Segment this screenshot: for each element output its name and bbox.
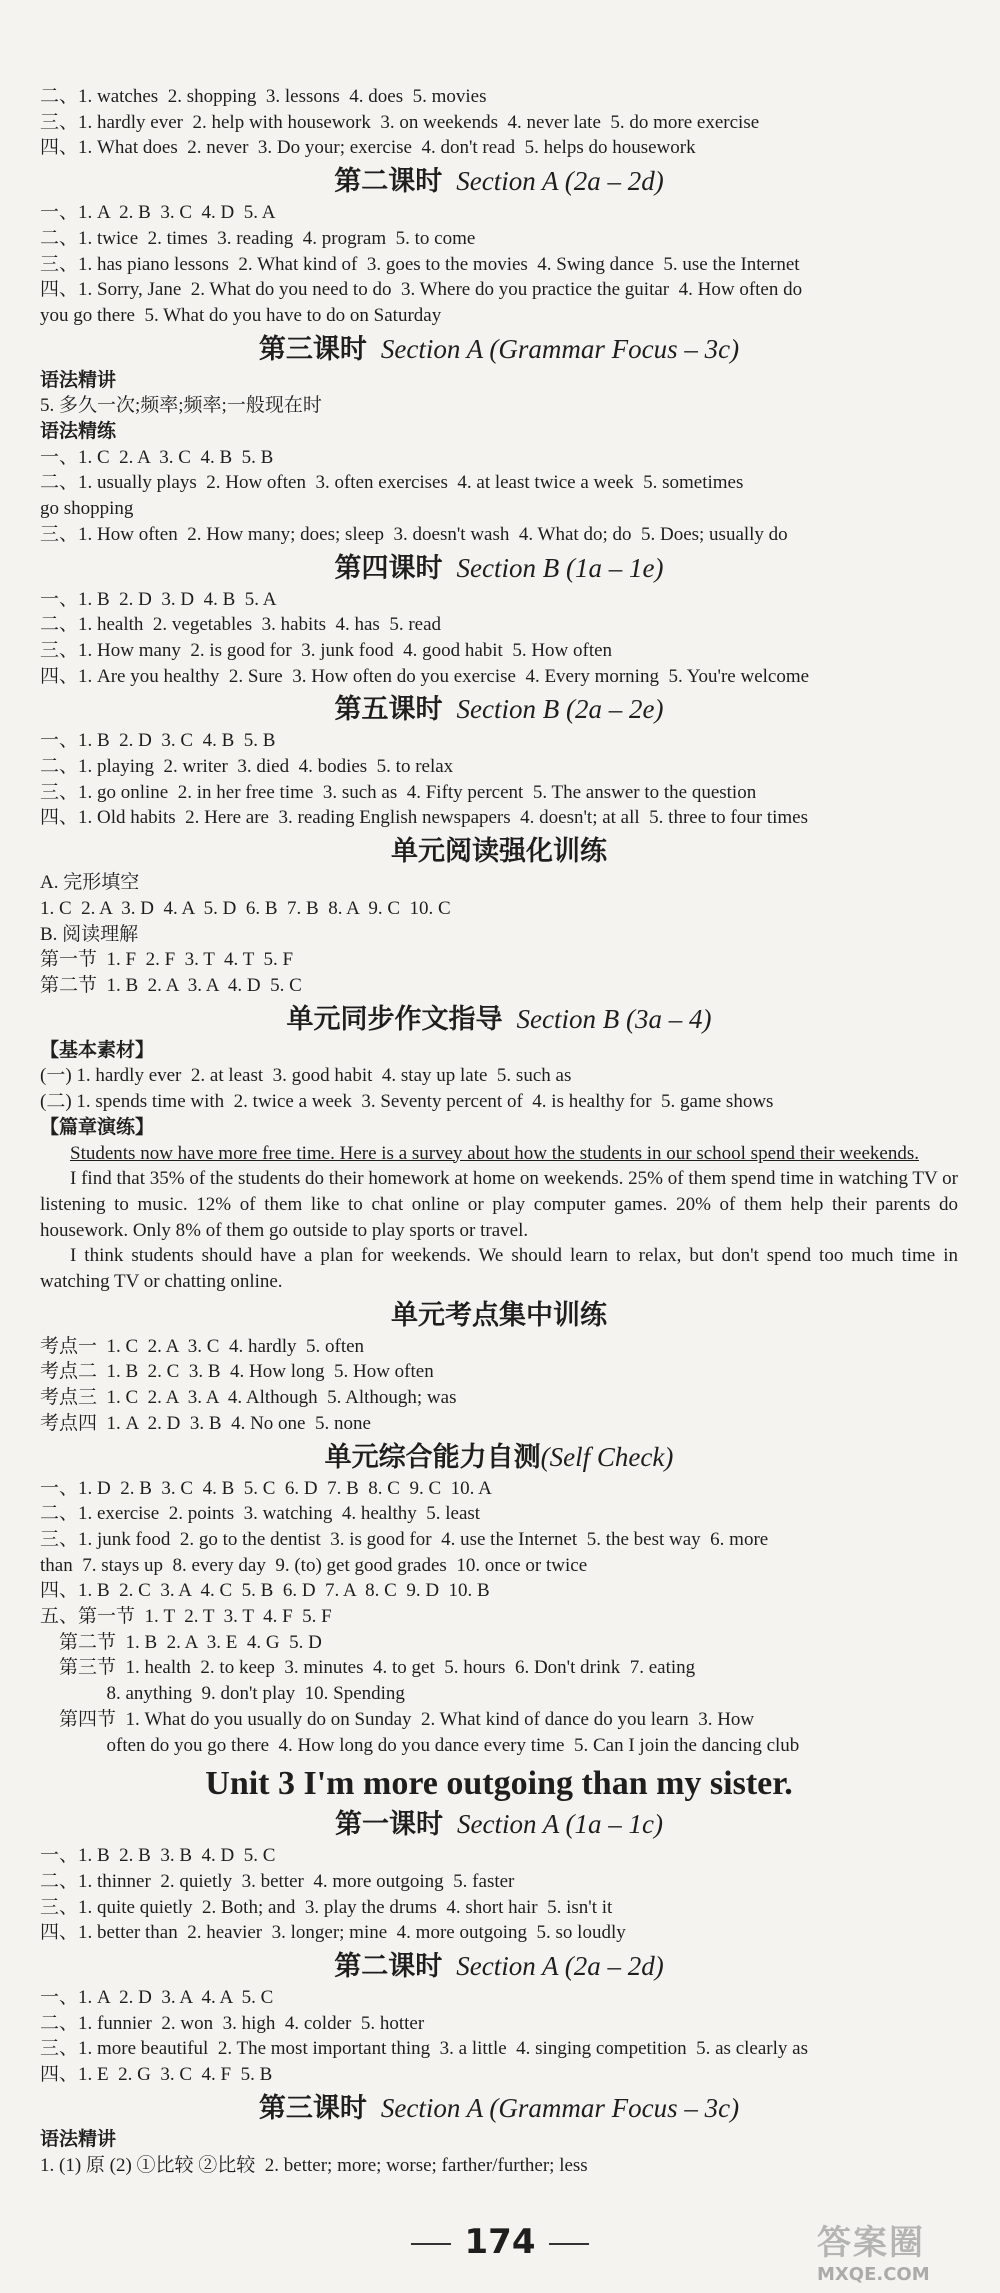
subheading: 语法精讲 — [40, 369, 117, 391]
section-heading-en: Section B (3a – 4) — [516, 1003, 712, 1034]
block-a — [40, 84, 958, 161]
section-heading-cn: 第一课时 — [335, 1809, 444, 1840]
section-heading — [40, 1949, 958, 1983]
answer-line: 三、1. hardly ever 2. help with housework 3. on weekends 4. never late 5. do more exercise — [40, 111, 760, 133]
answer-line: 第二节 1. B 2. A 3. E 4. G 5. D — [40, 1631, 322, 1653]
subheading: B. 阅读理解 — [40, 923, 139, 945]
block-c — [40, 368, 958, 548]
answer-line: 考点三 1. C 2. A 3. A 4. Although 5. Although; was — [40, 1387, 457, 1409]
answer-line: 考点四 1. A 2. D 3. B 4. No one 5. none — [40, 1412, 371, 1434]
answer-line: 二、1. watches 2. shopping 3. lessons 4. does 5. movies — [40, 86, 487, 107]
answer-line: 二、1. health 2. vegetables 3. habits 4. has 5. read — [40, 614, 442, 636]
section-heading-cn: 单元考点集中训练 — [391, 1299, 607, 1330]
answer-line: 三、1. How many 2. is good for 3. junk food 4. good habit 5. How often — [40, 639, 613, 661]
answer-line: 二、1. exercise 2. points 3. watching 4. healthy 5. least — [40, 1503, 481, 1525]
section-heading-cn: 第二课时 — [334, 166, 443, 197]
answer-line: 一、1. A 2. D 3. A 4. A 5. C — [40, 1987, 274, 2009]
block-j — [40, 1843, 958, 1946]
answer-line: 8. anything 9. don't play 10. Spending — [40, 1683, 405, 1705]
subheading: 【篇章演练】 — [40, 1116, 155, 1138]
answer-line: 二、1. funnier 2. won 3. high 4. colder 5. hotter — [40, 2012, 425, 2034]
section-heading-cn: 单元阅读强化训练 — [391, 836, 607, 867]
answer-line: 四、1. better than 2. heavier 3. longer; mine 4. more outgoing 5. so loudly — [40, 1922, 626, 1944]
section-heading — [40, 1298, 958, 1332]
answer-line: 四、1. Sorry, Jane 2. What do you need to do 3. Where do you practice the guitar 4. How often do — [40, 279, 803, 301]
answer-line: 三、1. junk food 2. go to the dentist 3. is good for 4. use the Internet 5. the best way 6. more — [40, 1528, 769, 1550]
block-h — [40, 1334, 958, 1437]
section-heading-cn: 第三课时 — [258, 333, 367, 364]
section-heading-cn: 第四课时 — [334, 552, 443, 583]
section-heading-en: Section B (1a – 1e) — [456, 552, 664, 583]
unit-title: Unit 3 I'm more outgoing than my sister. — [205, 1765, 793, 1803]
block-i — [40, 1476, 958, 1759]
section-heading — [40, 2091, 958, 2125]
section-heading-cn: 单元同步作文指导 — [286, 1003, 503, 1034]
answer-line: go shopping — [40, 498, 134, 520]
section-heading-en: (Self Check) — [540, 1441, 674, 1472]
answer-line: 一、1. C 2. A 3. C 4. B 5. B — [40, 446, 274, 468]
dash-left — [411, 2243, 451, 2245]
answer-line: 三、1. go online 2. in her free time 3. such as 4. Fifty percent 5. The answer to the question — [40, 781, 757, 803]
section-heading — [40, 834, 958, 868]
section-heading-en: Section A (1a – 1c) — [457, 1809, 663, 1840]
section-heading — [40, 551, 958, 585]
answer-line: 第一节 1. F 2. F 3. T 4. T 5. F — [40, 949, 294, 971]
section-heading — [40, 164, 958, 198]
answer-line: often do you go there 4. How long do you dance every time 5. Can I join the dancing club — [40, 1734, 800, 1756]
answer-line: 考点二 1. B 2. C 3. B 4. How long 5. How often — [40, 1361, 434, 1383]
section-heading — [40, 1807, 958, 1841]
answer-line: 第二节 1. B 2. A 3. A 4. D 5. C — [40, 974, 302, 996]
answer-line: 二、1. usually plays 2. How often 3. often exercises 4. at least twice a week 5. sometimes — [40, 472, 744, 494]
answer-line: 第三节 1. health 2. to keep 3. minutes 4. to get 5. hours 6. Don't drink 7. eating — [40, 1657, 696, 1679]
answer-line: 四、1. What does 2. never 3. Do your; exercise 4. don't read 5. helps do housework — [40, 137, 696, 159]
subheading: A. 完形填空 — [40, 872, 140, 894]
section-heading-en: Section B (2a – 2e) — [456, 694, 664, 725]
section-heading — [40, 692, 958, 726]
section-heading — [40, 1002, 958, 1036]
answer-line: 四、1. Are you healthy 2. Sure 3. How often do you exercise 4. Every morning 5. You're welcome — [40, 665, 810, 687]
dash-right — [549, 2243, 589, 2245]
answer-line: 1. (1) 原 (2) ①比较 ②比较 2. better; more; worse; farther/further; less — [40, 2154, 588, 2176]
answer-line: 二、1. twice 2. times 3. reading 4. program 5. to come — [40, 227, 476, 249]
essay-intro: Students now have more free time. Here is a survey about how the students in our school spend their weekends. — [70, 1142, 919, 1164]
watermark-chars: 答案圈 — [817, 2223, 925, 2263]
answer-line: 一、1. D 2. B 3. C 4. B 5. C 6. D 7. B 8. C 9. C 10. A — [40, 1477, 492, 1499]
answer-line: 二、1. thinner 2. quietly 3. better 4. more outgoing 5. faster — [40, 1870, 515, 1892]
page-number-text: 174 — [464, 2222, 536, 2262]
watermark-url: MXQE.COM — [817, 2264, 930, 2285]
section-heading-en: Section A (2a – 2d) — [456, 1951, 664, 1982]
section-heading — [40, 332, 958, 366]
block-g — [40, 1038, 958, 1295]
answer-line: 四、1. E 2. G 3. C 4. F 5. B — [40, 2064, 273, 2086]
answer-line: 三、1. more beautiful 2. The most important thing 3. a little 4. singing competition 5. as clearly as — [40, 2038, 808, 2060]
block-d — [40, 587, 958, 690]
block-l — [40, 2127, 958, 2178]
answer-line: you go there 5. What do you have to do on Saturday — [40, 304, 442, 326]
answer-line: 四、1. Old habits 2. Here are 3. reading English newspapers 4. doesn't; at all 5. three to four times — [40, 807, 808, 829]
answer-line: 一、1. B 2. D 3. D 4. B 5. A — [40, 588, 277, 610]
answer-line: 三、1. How often 2. How many; does; sleep 3. doesn't wash 4. What do; do 5. Does; usually do — [40, 523, 788, 545]
block-e — [40, 728, 958, 831]
block-b — [40, 200, 958, 329]
section-heading-cn: 单元综合能力自测 — [324, 1441, 541, 1472]
answer-line: 五、第一节 1. T 2. T 3. T 4. F 5. F — [40, 1606, 332, 1628]
section-heading-cn: 第二课时 — [334, 1951, 443, 1982]
section-heading-en: Section A (Grammar Focus – 3c) — [380, 333, 740, 364]
answer-line: 三、1. has piano lessons 2. What kind of 3. goes to the movies 4. Swing dance 5. use the Internet — [40, 253, 800, 275]
essay-paragraph: I think students should have a plan for weekends. We should learn to relax, but don't spend too much time in watching TV or chatting online. — [40, 1245, 958, 1293]
answer-line: (二) 1. spends time with 2. twice a week 3. Seventy percent of 4. is healthy for 5. game shows — [40, 1091, 774, 1113]
answer-line: 四、1. B 2. C 3. A 4. C 5. B 6. D 7. A 8. C 9. D 10. B — [40, 1580, 490, 1602]
subheading: 语法精练 — [40, 421, 117, 443]
block-f — [40, 870, 958, 999]
answer-line: 一、1. A 2. B 3. C 4. D 5. A — [40, 202, 276, 224]
answer-line: 二、1. playing 2. writer 3. died 4. bodies 5. to relax — [40, 756, 454, 778]
block-k — [40, 1985, 958, 2088]
essay-paragraph: I find that 35% of the students do their homework at home on weekends. 25% of them spend time in watching TV or listening to music. 12% of them like to chat online or play computer games. 20% of them help their parents do housework. Only 8% of them go outside to play sports or travel. — [40, 1168, 958, 1241]
answer-line: (一) 1. hardly ever 2. at least 3. good habit 4. stay up late 5. such as — [40, 1065, 572, 1087]
answer-line: 三、1. quite quietly 2. Both; and 3. play the drums 4. short hair 5. isn't it — [40, 1896, 613, 1918]
answer-line: 一、1. B 2. D 3. C 4. B 5. B — [40, 730, 276, 752]
answer-line: 考点一 1. C 2. A 3. C 4. hardly 5. often — [40, 1335, 365, 1357]
section-heading-cn: 第三课时 — [258, 2092, 367, 2123]
answer-line: 5. 多久一次;频率;频率;一般现在时 — [40, 395, 322, 417]
answer-line: 1. C 2. A 3. D 4. A 5. D 6. B 7. B 8. A 9. C 10. C — [40, 897, 451, 919]
subheading: 【基本素材】 — [40, 1039, 155, 1061]
answer-line: than 7. stays up 8. every day 9. (to) get good grades 10. once or twice — [40, 1554, 588, 1576]
answer-line: 一、1. B 2. B 3. B 4. D 5. C — [40, 1845, 276, 1867]
subheading: 语法精讲 — [40, 2128, 117, 2150]
section-heading-en: Section A (2a – 2d) — [456, 166, 664, 197]
section-heading — [40, 1440, 958, 1474]
answer-line: 第四节 1. What do you usually do on Sunday 2. What kind of dance do you learn 3. How — [40, 1708, 755, 1730]
section-heading-cn: 第五课时 — [334, 694, 443, 725]
section-heading-en: Section A (Grammar Focus – 3c) — [380, 2092, 740, 2123]
watermark-logo — [817, 2215, 982, 2287]
